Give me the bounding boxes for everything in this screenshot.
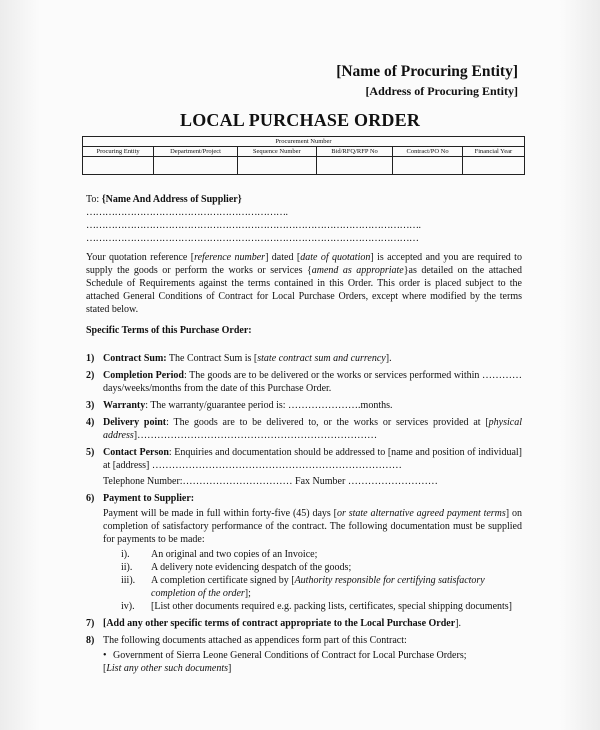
table-cell[interactable] (237, 157, 316, 175)
table-header: Bid/RFQ/RFP No (316, 147, 393, 157)
list-item: 2) Completion Period: The goods are to be delivered or the works or services performed within ………… days/weeks/months from the date of this Purchase Order. (86, 370, 522, 394)
procurement-number-caption: Procurement Number (83, 137, 525, 147)
list-item: 1) Contract Sum: The Contract Sum is [state contract sum and currency]. (86, 353, 392, 364)
address-line: ……………………………………………………………………………………………. (86, 220, 421, 231)
list-item: 3) Warranty: The warranty/guarantee period is: ………………….months. (86, 400, 393, 411)
list-item: 7) [Add any other specific terms of contract appropriate to the Local Purchase Order]. (86, 618, 462, 629)
specific-terms-heading: Specific Terms of this Purchase Order: (86, 325, 252, 336)
appendix-bullet: • Government of Sierra Leone General Conditions of Contract for Local Purchase Orders; (103, 650, 467, 661)
intro-paragraph: Your quotation reference [reference number] dated [date of quotation] is accepted and you are required to supply the goods or perform the works or services {amend as appropriate}as detailed on the attached Schedule of Requirements against the terms contained in this Order. This order is placed subject to the attached General Conditions of Contract for Local Purchase Orders, except where modified by the terms stated below. (86, 252, 523, 315)
list-item: 8) The following documents attached as appendices form part of this Contract: • Government of Sierra Leone General Conditions of Contract for Local Purchase Orders; [List any other such documents] (86, 634, 522, 675)
table-header: Procuring Entity (83, 147, 154, 157)
table-header: Department/Project (154, 147, 238, 157)
table-cell[interactable] (393, 157, 462, 175)
other-documents: List any other such documents (106, 663, 228, 674)
supplier-address-block (86, 193, 522, 245)
table-cell[interactable] (154, 157, 238, 175)
table-header: Contract/PO No (393, 147, 462, 157)
list-item: 5) Contact Person: Enquiries and documentation should be addressed to [name and position of individual] at [address] ………………………………………………………………… Telephone Number:…………………………… Fax Number ……………………… (86, 447, 522, 487)
bullet-icon: • (103, 650, 107, 661)
procuring-entity-address: [Address of Procuring Entity] (365, 84, 518, 98)
terms-list (86, 352, 522, 679)
payment-doc-item: i). An original and two copies of an Invoice; (121, 549, 318, 560)
address-line: …………………………………………………………………………………………… (86, 233, 419, 244)
address-line: ………………………………………………………. (86, 207, 288, 218)
to-label: To: (86, 194, 100, 205)
telephone-fax-line: Telephone Number:…………………………… Fax Number ……………………… (103, 476, 438, 487)
supplier-name: {Name And Address of Supplier} (101, 194, 242, 205)
table-cell[interactable] (462, 157, 524, 175)
payment-doc-item: iii). A completion certificate signed by [Authority responsible for certifying satisfactory completion of the order]; (121, 575, 485, 599)
table-header: Sequence Number (237, 147, 316, 157)
list-item: 6) Payment to Supplier: Payment will be made in full within forty-five (45) days [or state alternative agreed payment terms] on completion of satisfactory performance of the contract. The following documentation must be supplied for payments to be made: i). An original and two copies of an Invoice; ii). A delivery note evidencing despatch of the goods; iii). A completion certificate signed by [Authority responsible for certifying satisfactory completion of the order]; iv). [List other documents required e.g. packing lists, certificates, special shipping documents] (86, 493, 522, 612)
table-cell[interactable] (316, 157, 393, 175)
page-title: LOCAL PURCHASE ORDER (179, 110, 421, 130)
payment-doc-item: ii). A delivery note evidencing despatch of the goods; (121, 562, 352, 573)
procurement-table (82, 136, 525, 175)
table-cell[interactable] (83, 157, 154, 175)
procuring-entity-name: [Name of Procuring Entity] (336, 63, 518, 80)
payment-doc-item: iv). [List other documents required e.g. packing lists, certificates, special shipping documents] (121, 601, 513, 612)
list-item: 4) Delivery point: The goods are to be delivered to, or the works or services provided at [physical address]……………………………………………………………… (86, 417, 522, 441)
table-header: Financial Year (462, 147, 524, 157)
